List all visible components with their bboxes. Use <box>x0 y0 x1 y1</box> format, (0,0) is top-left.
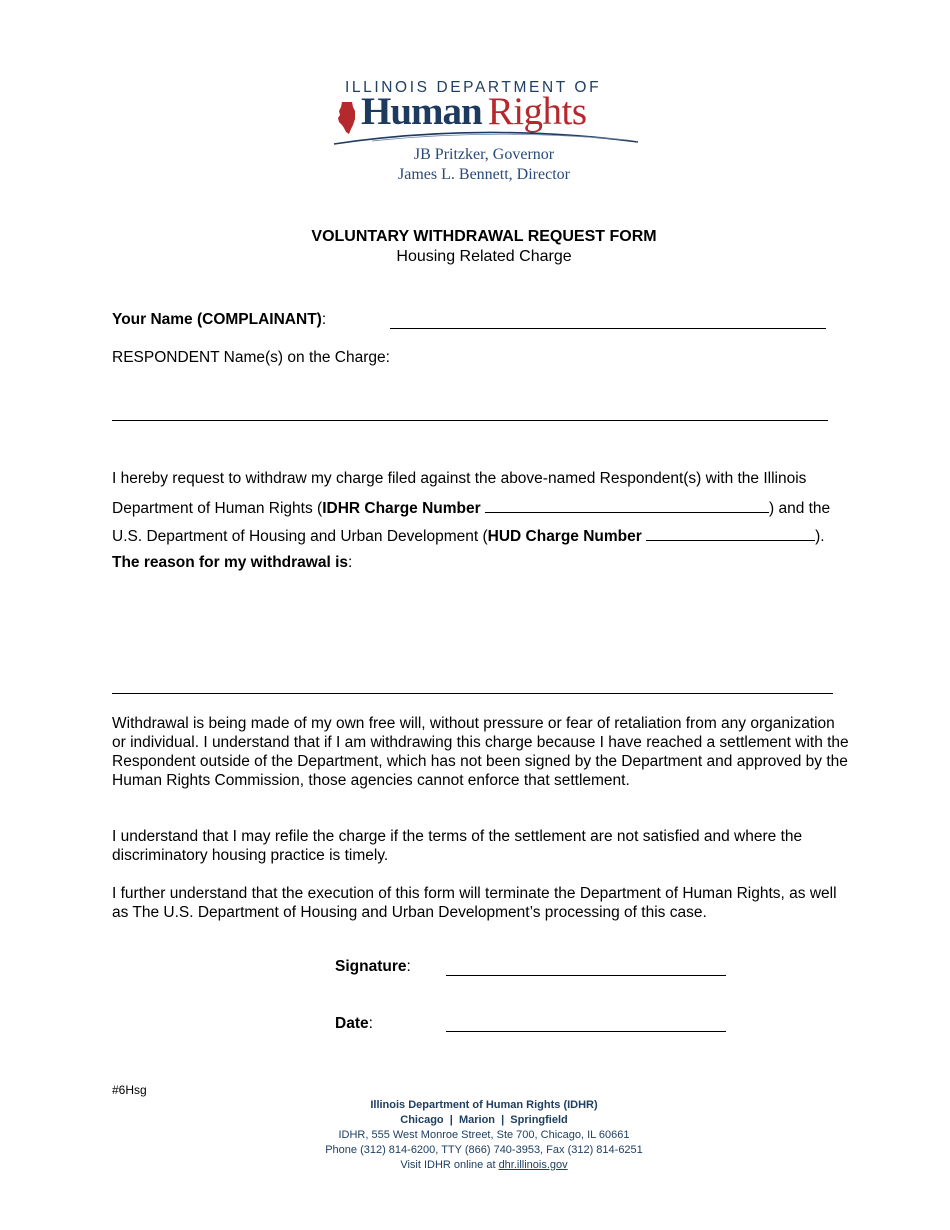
complainant-label: Your Name (COMPLAINANT) <box>112 311 322 328</box>
reason-label-row <box>112 554 352 572</box>
footer-address: IDHR, 555 West Monroe Street, Ste 700, Chicago, IL 60661 <box>338 1129 630 1141</box>
logo-human-text: Human <box>361 90 482 133</box>
statement-paragraph-2: I understand that I may refile the charge if the terms of the settlement are not satisfied and where the discriminatory housing practice is timely. <box>112 828 803 864</box>
complainant-label-row <box>112 311 326 329</box>
agency-name-top: ILLINOIS DEPARTMENT OF <box>345 79 602 96</box>
request-line-1: I hereby request to withdraw my charge filed against the above-named Respondent(s) with the Illinois <box>112 470 807 487</box>
request-line-2-start: Department of Human Rights ( <box>112 500 323 517</box>
statement-paragraph-3: I further understand that the execution of this form will terminate the Department of Human Rights, as well as The U.S. Department of Housing and Urban Development’s processing of this case. <box>112 885 837 921</box>
colon: : <box>321 311 327 328</box>
request-line-3 <box>112 526 825 546</box>
idhr-charge-number-field[interactable] <box>485 498 769 513</box>
colon: : <box>406 958 411 975</box>
idhr-charge-number-label: IDHR Charge Number <box>322 500 481 517</box>
statement-paragraph-1: Withdrawal is being made of my own free will, without pressure or fear of retaliation from any organization or individual. I understand that if I am withdrawing this charge because I have reached a settlement with the Respondent outside of the Department, which has not been signed by the Department and approved by the Human Rights Commission, those agencies cannot enforce that settlement. <box>112 715 849 789</box>
request-line-2-end: ) and the <box>768 500 831 517</box>
officials-block <box>0 145 950 185</box>
form-title: VOLUNTARY WITHDRAWAL REQUEST FORM <box>311 228 657 245</box>
signature-label: Signature <box>335 958 407 975</box>
reason-field[interactable] <box>112 693 833 694</box>
form-subtitle: Housing Related Charge <box>396 248 572 265</box>
date-field[interactable] <box>446 1031 726 1032</box>
form-code: #6Hsg <box>112 1083 147 1097</box>
footer-visit-prefix: Visit IDHR online at <box>400 1159 499 1171</box>
colon: : <box>368 1015 373 1032</box>
date-label-row <box>335 1015 373 1033</box>
footer-phones: Phone (312) 814-6200, TTY (866) 740-3953, Fax (312) 814-6251 <box>325 1144 643 1156</box>
reason-label: The reason for my withdrawal is <box>112 554 349 571</box>
request-line-2 <box>112 498 830 518</box>
footer-offices: Chicago | Marion | Springfield <box>400 1114 568 1126</box>
complainant-name-field[interactable] <box>390 328 826 329</box>
footer-visit-line <box>0 1158 950 1173</box>
governor-name: JB Pritzker, Governor <box>413 146 555 163</box>
request-line-3-end: ). <box>815 528 825 545</box>
respondent-label: RESPONDENT Name(s) on the Charge: <box>112 349 390 366</box>
hud-charge-number-field[interactable] <box>646 526 815 541</box>
colon: : <box>348 554 353 571</box>
respondent-names-field[interactable] <box>112 420 828 421</box>
signature-field[interactable] <box>446 975 726 976</box>
website-link[interactable]: dhr.illinois.gov <box>498 1159 568 1171</box>
date-label: Date <box>335 1015 369 1032</box>
logo-rights-text: Rights <box>487 90 587 133</box>
request-line-3-start: U.S. Department of Housing and Urban Development ( <box>112 528 488 545</box>
director-name: James L. Bennett, Director <box>398 166 570 183</box>
hud-charge-number-label: HUD Charge Number <box>487 528 642 545</box>
signature-label-row <box>335 958 411 976</box>
footer-block <box>0 1098 950 1173</box>
footer-org-name: Illinois Department of Human Rights (IDHR) <box>370 1099 598 1111</box>
